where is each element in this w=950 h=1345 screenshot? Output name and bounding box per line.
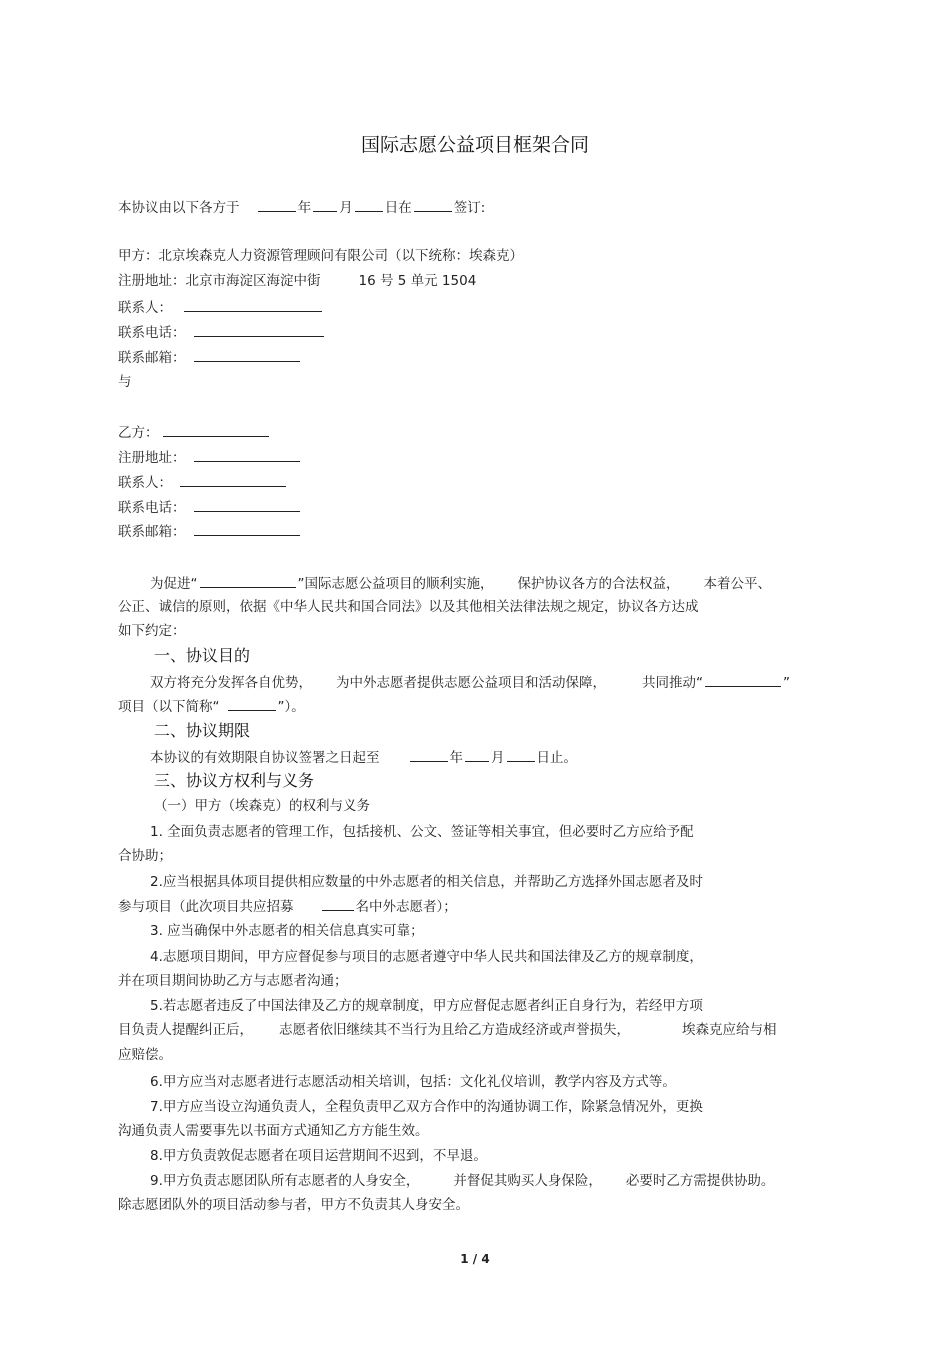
party-a-address-label: 注册地址：北京市海淀区海淀中街 (118, 273, 321, 289)
section-text: 共同推动“ (642, 675, 703, 691)
and-text: 与 (118, 374, 132, 390)
section-text: 日止。 (536, 750, 577, 766)
clause-text: 并督促其购买人身保险， (453, 1173, 602, 1189)
preamble-text: 为促进“ (150, 576, 198, 592)
party-b-phone-label: 联系电话： (118, 500, 186, 516)
party-b-contact (118, 473, 288, 492)
clause-7-line-1: 7.甲方应当设立沟通负责人，全程负责甲乙双方合作中的沟通协调工作，除紧急情况外，更换 (150, 1099, 703, 1115)
section-text: 项目（以下简称“ (118, 699, 220, 715)
section-text: 年 (449, 750, 463, 766)
blank-line (194, 448, 300, 462)
section-heading: 三、协议方权利与义务 (154, 771, 315, 790)
party-a-name: 甲方：北京埃森克人力资源管理顾问有限公司（以下统称：埃森克） (118, 248, 523, 264)
party-b-address (118, 448, 302, 467)
clause-text: 9.甲方负责志愿团队所有志愿者的人身安全， (150, 1173, 420, 1189)
blank-line (194, 323, 324, 337)
party-b-email (118, 522, 302, 541)
clause-1-line-1: 1. 全面负责志愿者的管理工作，包括接机、公文、签证等相关事宜，但必要时乙方应给予配 (150, 824, 694, 840)
clause-4-line-2: 并在项目期间协助乙方与志愿者沟通； (118, 973, 348, 989)
preamble-text: 本着公平、 (703, 576, 771, 592)
clause-text: 参与项目（此次项目共应招募 (118, 899, 294, 915)
page-number: 1 / 4 (460, 1252, 490, 1266)
party-b-name-label: 乙方： (118, 425, 159, 441)
blank-line (194, 522, 300, 536)
section-text: ” (783, 675, 790, 691)
section-1-line-1 (150, 673, 790, 692)
party-b-contact-label: 联系人： (118, 475, 172, 491)
blank-month (313, 198, 337, 212)
intro-line (118, 198, 485, 217)
preamble-line-2: 公正、诚信的原则，依据《中华人民共和国合同法》以及其他相关法律法规之规定，协议各方达成 (118, 599, 699, 615)
party-b-name (118, 423, 271, 442)
blank-line (180, 473, 286, 487)
section-text: 双方将充分发挥各自优势， (150, 675, 312, 691)
section-text: 本协议的有效期限自协议签署之日起至 (150, 750, 380, 766)
party-a-email (118, 348, 302, 367)
section-text: 月 (491, 750, 505, 766)
clause-5-line-2 (118, 1021, 777, 1039)
party-a-email-label: 联系邮箱： (118, 350, 186, 366)
preamble-text: ”国际志愿公益项目的顺利实施， (297, 576, 494, 592)
blank-line (200, 574, 296, 588)
blank-line (194, 498, 300, 512)
party-a-address (118, 272, 476, 290)
clause-5-line-1: 5.若志愿者违反了中国法律及乙方的规章制度，甲方应督促志愿者纠正自身行为，若经甲方项 (150, 998, 703, 1014)
clause-text: 名中外志愿者）； (355, 899, 457, 915)
clause-6: 6.甲方应当对志愿者进行志愿活动相关培训，包括：文化礼仪培训，教学内容及方式等。 (150, 1074, 676, 1090)
blank-line (705, 673, 781, 687)
party-b-email-label: 联系邮箱： (118, 524, 186, 540)
blank-line (228, 697, 276, 711)
intro-signed: 签订: (453, 200, 486, 216)
clause-2-line-2 (118, 897, 457, 916)
clause-5-line-3: 应赔偿。 (118, 1047, 172, 1063)
preamble-line-3: 如下约定： (118, 623, 186, 639)
blank-line (410, 748, 448, 762)
clause-9-line-2: 除志愿团队外的项目活动参与者，甲方不负责其人身安全。 (118, 1197, 469, 1213)
clause-1-line-2: 合协助； (118, 848, 172, 864)
party-b-phone (118, 498, 302, 517)
intro-month: 月 (339, 200, 353, 216)
section-heading: 一、协议目的 (154, 646, 251, 665)
blank-year (258, 198, 296, 212)
blank-place (414, 198, 452, 212)
clause-text: 必要时乙方需提供协助。 (625, 1173, 775, 1189)
preamble-text: 保护协议各方的合法权益， (517, 576, 680, 592)
section-heading: 二、协议期限 (154, 721, 251, 740)
blank-line (322, 897, 354, 911)
section-2-line (150, 748, 577, 767)
clause-4-line-1: 4.志愿项目期间，甲方应督促参与项目的志愿者遵守中华人民共和国法律及乙方的规章制度， (150, 949, 703, 965)
party-a-address-number: 16 号 5 单元 1504 (358, 273, 477, 289)
blank-line (184, 298, 322, 312)
party-a-phone-label: 联系电话： (118, 325, 186, 341)
clause-text: 埃森克应给与相 (682, 1022, 777, 1038)
section-text: ”）。 (277, 699, 305, 715)
preamble-line-1 (150, 574, 771, 593)
party-a-contact (118, 298, 324, 317)
clause-3: 3. 应当确保中外志愿者的相关信息真实可靠； (150, 923, 424, 939)
clause-text: 志愿者依旧继续其不当行为且给乙方造成经济或声誉损失， (279, 1022, 630, 1038)
party-a-phone (118, 323, 326, 342)
clause-2-line-1: 2.应当根据具体项目提供相应数量的中外志愿者的相关信息，并帮助乙方选择外国志愿者及时 (150, 874, 703, 890)
party-a-contact-label: 联系人： (118, 300, 172, 316)
subsection-heading: （一）甲方（埃森克）的权利与义务 (154, 798, 370, 814)
blank-day (355, 198, 383, 212)
blank-line (507, 748, 535, 762)
blank-line (163, 423, 269, 437)
clause-7-line-2: 沟通负责人需要事先以书面方式通知乙方方能生效。 (118, 1123, 429, 1139)
document-title: 国际志愿公益项目框架合同 (360, 134, 589, 156)
party-b-address-label: 注册地址： (118, 450, 186, 466)
clause-8: 8.甲方负责敦促志愿者在项目运营期间不迟到，不早退。 (150, 1148, 487, 1164)
section-1-line-2 (118, 697, 305, 716)
blank-line (465, 748, 489, 762)
clause-text: 目负责人提醒纠正后， (118, 1022, 253, 1038)
intro-year: 年 (297, 200, 312, 216)
intro-day: 日在 (384, 200, 412, 216)
clause-9-line-1 (150, 1172, 774, 1190)
section-text: 为中外志愿者提供志愿公益项目和活动保障， (336, 675, 606, 691)
blank-line (194, 348, 300, 362)
intro-text: 本协议由以下各方于 (118, 200, 240, 216)
